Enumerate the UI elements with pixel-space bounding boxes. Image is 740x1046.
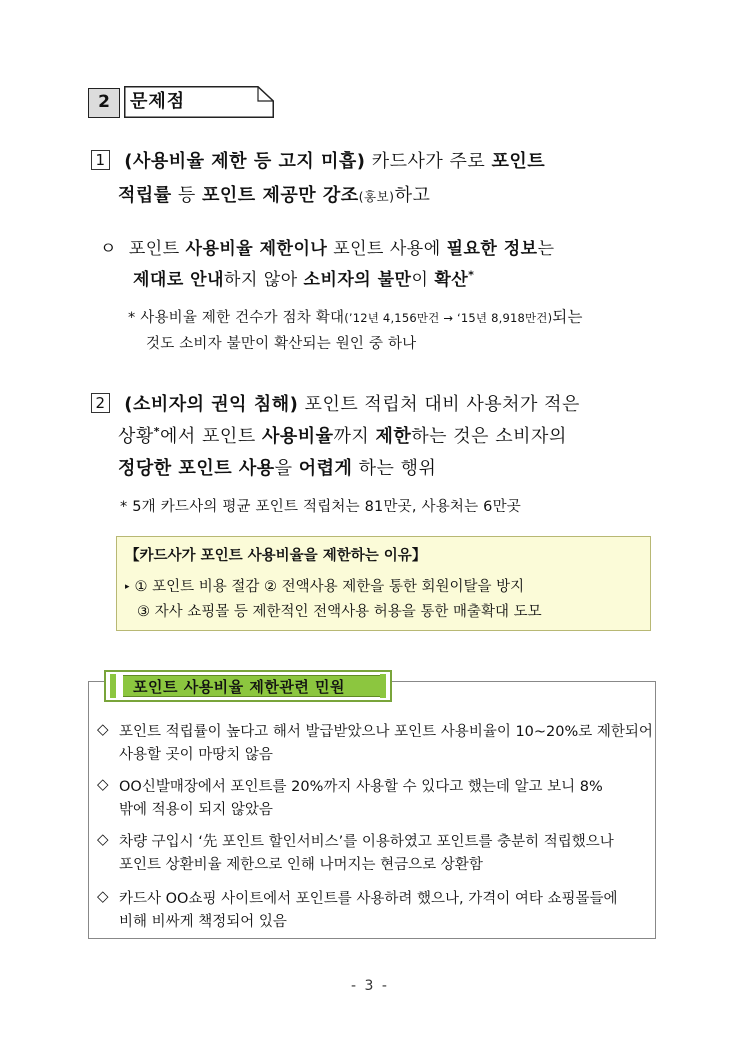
reason-box <box>116 536 651 631</box>
bullet-marker: ㅇ <box>100 239 117 259</box>
bullet1-l2-b: 하지 않아 <box>224 270 304 290</box>
item2-l2-a: 상황 <box>118 426 154 447</box>
item1-l2-e: 하고 <box>394 185 431 206</box>
item2-footnote-mark: * <box>153 425 161 438</box>
item1-text-a: 카드사가 주로 <box>365 151 492 172</box>
title-left-stub <box>110 674 116 698</box>
item2-marker: 2 <box>91 393 110 413</box>
item2-line3 <box>118 454 436 480</box>
bullet1-l2-a: 제대로 안내 <box>133 270 225 290</box>
bullet1-footnote-mark: * <box>468 268 475 282</box>
complaint-line2: 비해 비싸게 책정되어 있음 <box>119 914 287 930</box>
note1-c: 되는 <box>552 308 583 326</box>
note1-a: * 사용비율 제한 건수가 점차 확대 <box>128 310 345 326</box>
reason-title: 【카드사가 포인트 사용비율을 제한하는 이유】 <box>125 548 427 564</box>
triangle-bullet-icon: ▸ <box>125 582 130 592</box>
note1-line1 <box>128 305 583 327</box>
complaints-title-box <box>104 670 392 702</box>
bullet1-line1 <box>100 234 555 259</box>
complaint-line1: 차량 구입시 ‘先 포인트 할인서비스’를 이용하였고 포인트를 충분히 적립했으나 <box>119 834 614 850</box>
bullet1-b: 사용비율 제한이나 <box>185 239 328 259</box>
complaint-line2: 밖에 적용이 되지 않았음 <box>119 802 273 818</box>
bullet1-e: 는 <box>537 239 555 259</box>
note1-line2: 것도 소비자 불만이 확산되는 원인 중 하나 <box>146 336 417 352</box>
bullet1-line2 <box>133 265 474 290</box>
item1-line1 <box>91 147 545 173</box>
item2-line1 <box>91 390 580 416</box>
note1-b: (’12년 4,156만건 → ‘15년 8,918만건) <box>344 311 553 325</box>
section-title: 문제점 <box>130 91 186 112</box>
complaint-line1: 카드사 OO쇼핑 사이트에서 포인트를 사용하려 했으나, 가격이 여타 쇼핑몰들에 <box>119 891 618 907</box>
item2-l3-c: 어렵게 <box>298 458 353 479</box>
complaint-line2: 사용할 곳이 마땅치 않음 <box>119 747 273 763</box>
page-number: - 3 - <box>351 978 389 994</box>
diamond-icon: ◇ <box>97 775 109 793</box>
item2-l2-f: 하는 것은 소비자의 <box>411 426 567 447</box>
item2-l2-c: 사용비율 <box>261 426 334 447</box>
item2-heading: (소비자의 권익 침해) <box>124 394 299 415</box>
item2-l2-e: 제한 <box>375 426 412 447</box>
complaints-title: 포인트 사용비율 제한관련 민원 <box>123 675 381 697</box>
bullet1-l2-e: 확산 <box>434 270 469 290</box>
bullet1-d: 필요한 정보 <box>446 239 538 259</box>
reason-line2: ③ 자사 쇼핑몰 등 제한적인 전액사용 허용을 통한 매출확대 도모 <box>137 604 542 620</box>
section-title-tab <box>124 86 274 118</box>
bullet1-l2-c: 소비자의 불만 <box>303 270 412 290</box>
complaint-line1: 포인트 적립률이 높다고 해서 발급받았으나 포인트 사용비율이 10~20%로 제한되어 <box>119 724 653 740</box>
item2-l3-d: 하는 행위 <box>352 458 437 479</box>
reason-line1 <box>125 575 524 596</box>
complaint-line1: OO신발매장에서 포인트를 20%까지 사용할 수 있다고 했는데 알고 보니 8% <box>119 779 603 795</box>
item2-l3-b: 을 <box>274 458 299 479</box>
reason-line1-text: ① 포인트 비용 절감 ② 전액사용 제한을 통한 회원이탈을 방지 <box>134 579 525 595</box>
item1-l2-d: (홍보) <box>358 189 395 204</box>
item2-line2 <box>118 422 567 448</box>
title-right-stub <box>380 674 386 698</box>
complaints-box <box>88 681 656 939</box>
diamond-icon: ◇ <box>97 887 109 905</box>
item2-l1-b: 포인트 적립처 대비 사용처가 적은 <box>298 394 580 415</box>
item1-text-b: 포인트 <box>491 151 546 172</box>
item2-l3-a: 정당한 포인트 사용 <box>118 458 275 479</box>
diamond-icon: ◇ <box>97 830 109 848</box>
diamond-icon: ◇ <box>97 720 109 738</box>
item1-marker: 1 <box>91 150 110 170</box>
item1-l2-a: 적립률 <box>118 185 172 206</box>
bullet1-l2-d: 이 <box>411 270 435 290</box>
item2-l2-b: 에서 포인트 <box>160 426 262 447</box>
bullet1-a: 포인트 <box>128 239 186 259</box>
note2: * 5개 카드사의 평균 포인트 적립처는 81만곳, 사용처는 6만곳 <box>120 499 521 515</box>
item1-l2-c: 포인트 제공만 강조 <box>202 185 359 206</box>
complaint-line2: 포인트 상환비율 제한으로 인해 나머지는 현금으로 상환함 <box>119 857 483 873</box>
item1-l2-b: 등 <box>171 185 203 206</box>
bullet1-c: 포인트 사용에 <box>327 239 447 259</box>
item1-heading: (사용비율 제한 등 고지 미흡) <box>124 151 366 172</box>
section-number: 2 <box>88 88 120 118</box>
item2-l2-d: 까지 <box>333 426 376 447</box>
item1-line2 <box>118 181 430 207</box>
